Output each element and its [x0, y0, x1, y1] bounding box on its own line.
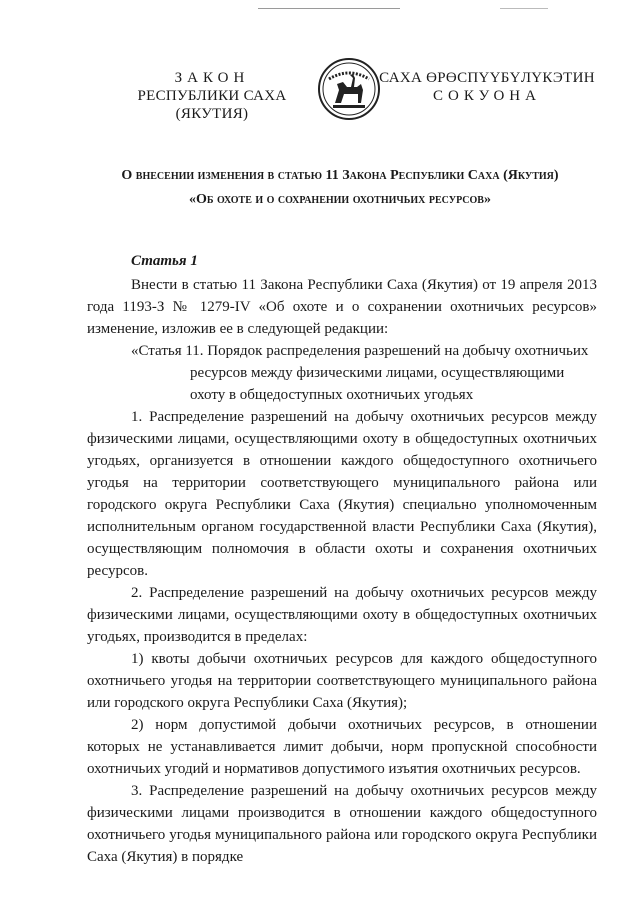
- article-intro-paragraph: Внести в статью 11 Закона Республики Саха (Якутия) от 19 апреля 2013 года 1193-З № 1279-IV «Об охоте и о сохранении охотничьих ресурсов» изменение, изложив ее в следующей редакции:: [87, 277, 597, 337]
- header-left-line2: РЕСПУБЛИКИ САХА (ЯКУТИЯ): [137, 88, 287, 122]
- law-title-line1: О внесении изменения в статью 11 Закона Республики Саха (Якутия): [121, 168, 559, 183]
- header-left-line1: ЗАКОН: [174, 70, 250, 86]
- law-title-line2: «Об охоте и о сохранении охотничьих ресурсов»: [189, 192, 491, 207]
- law-title: [70, 164, 610, 212]
- paragraph-1: 1. Распределение разрешений на добычу охотничьих ресурсов между физическими лицами, осуществляющими охоту в общедоступных охотничьих угодьях, организуется в отношении каждого общедоступного охотничьего угодья на территории соответствующего муниципального района или городского округа Республики Саха (Якутия) специально уполномоченным исполнительным органом государственной власти Республики Саха (Якутия), осуществляющим полномочия в области охоты и сохранения охотничьих ресурсов.: [87, 409, 597, 579]
- paragraph-2: 2. Распределение разрешений на добычу охотничьих ресурсов между физическими лицами, осуществляющими охоту в общедоступных охотничьих угодьях, производится в пределах:: [87, 585, 597, 645]
- scan-artifact-line: [258, 8, 400, 9]
- paragraph-2-item-1: 1) квоты добычи охотничьих ресурсов для каждого общедоступного охотничьего угодья на территории соответствующего муниципального района или городского округа Республики Саха (Якутия);: [87, 651, 597, 711]
- header-right-line2: СОКУОНА: [433, 88, 541, 104]
- paragraph-3: 3. Распределение разрешений на добычу охотничьих ресурсов между физическими лицами производится в отношении каждого общедоступного охотничьего угодья муниципального района или городского округа Республики Саха (Якутия) в порядке: [87, 783, 597, 865]
- coat-of-arms-icon: [317, 57, 381, 121]
- article-body-intro: [87, 274, 597, 340]
- header-right-line1: САХА ӨРӨСПҮҮБҮЛҮКЭТИН: [379, 70, 595, 86]
- quoted-article-title-line2: ресурсов между физическими лицами, осуществляющими: [190, 365, 565, 381]
- scan-artifact-line: [500, 8, 548, 9]
- article-body-points: [87, 406, 597, 868]
- quoted-article-title-line1: «Статья 11. Порядок распределения разрешений на добычу охотничьих: [131, 343, 589, 359]
- quoted-article-title-line3: охоту в общедоступных охотничьих угодьях: [190, 387, 474, 403]
- article-heading: Статья 1: [131, 253, 198, 269]
- paragraph-2-item-2: 2) норм допустимой добычи охотничьих ресурсов, в отношении которых не устанавливается лимит добычи, норм пропускной способности охотничьих угодий и нормативов допустимого изъятия охотничьих ресурсов.: [87, 717, 597, 777]
